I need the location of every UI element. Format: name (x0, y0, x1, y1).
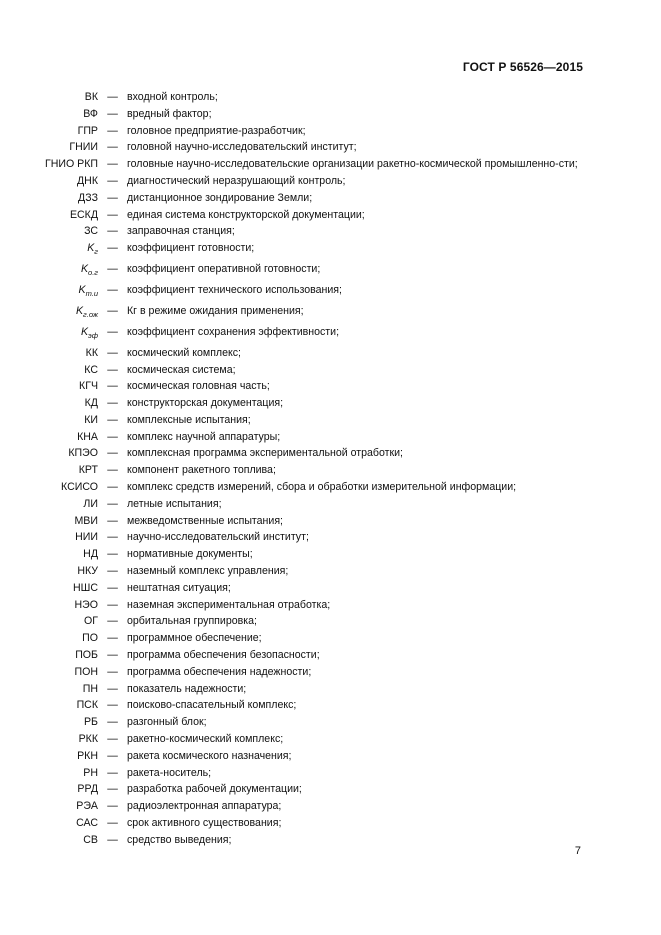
abbreviation-term: МВИ (74, 514, 98, 527)
list-item (0, 429, 661, 446)
abbreviation-term (0, 303, 98, 324)
term-subscript: г.ож (83, 310, 98, 319)
abbreviation-term: КНА (77, 430, 98, 443)
abbreviation-definition: коэффициент готовности; (127, 242, 255, 255)
em-dash: — (107, 699, 118, 712)
abbreviation-definition: головные научно-исследовательские организации ракетно-космической промышленно-сти; (127, 158, 578, 171)
list-item (0, 303, 661, 324)
abbreviation-term: КСИСО (61, 481, 98, 494)
abbreviation-definition: космическая головная часть; (127, 380, 270, 393)
abbreviation-term: ПСК (76, 699, 98, 712)
em-dash: — (107, 581, 118, 594)
abbreviation-term (0, 261, 98, 282)
em-dash: — (107, 682, 118, 695)
abbreviation-term: КПЭО (68, 447, 98, 460)
term-symbol: K (80, 325, 89, 338)
abbreviation-definition: ракета космического назначения; (127, 749, 292, 762)
list-item (0, 173, 661, 190)
abbreviation-term (0, 240, 98, 261)
em-dash: — (107, 91, 118, 103)
em-dash: — (107, 833, 118, 846)
abbreviation-definition: наземный комплекс управления; (127, 565, 289, 578)
em-dash: — (107, 191, 118, 204)
em-dash: — (107, 174, 118, 187)
abbreviation-term: НШС (72, 581, 98, 594)
list-item (0, 479, 661, 496)
list-item (0, 139, 661, 156)
list-item (0, 664, 661, 681)
em-dash: — (107, 481, 118, 494)
abbreviation-term: ВФ (83, 107, 98, 120)
em-dash: — (107, 124, 118, 137)
em-dash: — (107, 548, 118, 561)
abbreviation-definition: нештатная ситуация; (127, 581, 231, 594)
list-item (0, 513, 661, 530)
list-item (0, 529, 661, 546)
list-item (0, 282, 661, 303)
abbreviation-definition: головное предприятие-разработчик; (127, 124, 306, 137)
list-item (0, 190, 661, 207)
abbreviation-term: РКК (78, 733, 98, 746)
list-item (0, 781, 661, 798)
abbreviation-definition: ракетно-космический комплекс; (127, 733, 284, 746)
list-item (0, 832, 661, 849)
abbreviation-term: ПОН (74, 665, 98, 678)
em-dash: — (107, 380, 118, 393)
abbreviation-term: НД (83, 548, 98, 561)
abbreviation-definition: вредный фактор; (127, 107, 212, 120)
abbreviation-term: РБ (83, 716, 98, 729)
list-item (0, 798, 661, 815)
abbreviation-term: РКН (77, 749, 98, 762)
list-item (0, 681, 661, 698)
em-dash: — (107, 208, 118, 221)
em-dash: — (107, 749, 118, 762)
em-dash: — (107, 716, 118, 729)
em-dash: — (107, 263, 118, 276)
em-dash: — (107, 497, 118, 510)
em-dash: — (107, 817, 118, 830)
em-dash: — (107, 632, 118, 645)
abbreviation-definition: межведомственные испытания; (127, 514, 284, 527)
list-item (0, 324, 661, 345)
abbreviation-definition: радиоэлектронная аппаратура; (127, 800, 282, 813)
em-dash: — (107, 565, 118, 578)
em-dash: — (107, 242, 118, 255)
abbreviation-definition: наземная экспериментальная отработка; (127, 598, 331, 611)
page-number: 7 (574, 845, 581, 857)
abbreviation-definition: дистанционное зондирование Земли; (127, 191, 313, 204)
term-subscript: эф (88, 330, 98, 340)
abbreviation-term: СВ (83, 833, 98, 846)
abbreviation-term: ОГ (84, 615, 98, 628)
abbreviation-definition: программное обеспечение; (127, 632, 262, 645)
abbreviation-term: ПН (82, 682, 98, 695)
abbreviation-term: ПО (82, 632, 98, 645)
abbreviation-term: ЗС (84, 225, 98, 238)
abbreviation-definition: коэффициент оперативной готовности; (127, 263, 321, 276)
list-item (0, 378, 661, 395)
abbreviation-term: НЭО (74, 598, 98, 611)
abbreviation-term: САС (76, 817, 98, 830)
abbreviation-definition: коэффициент сохранения эффективности; (127, 325, 340, 338)
abbreviation-definition: диагностический неразрушающий контроль; (127, 174, 346, 187)
abbreviation-term: РН (83, 766, 98, 779)
abbreviation-term: ЕСКД (69, 208, 98, 221)
list-item (0, 362, 661, 379)
abbreviation-term: НИИ (75, 531, 98, 544)
abbreviation-term: РЭА (76, 800, 98, 813)
abbreviation-definition: комплексные испытания; (127, 413, 251, 426)
abbreviation-definition: космическая система; (127, 363, 236, 376)
em-dash: — (107, 447, 118, 460)
list-item (0, 345, 661, 362)
abbreviation-definition: поисково-спасательный комплекс; (127, 699, 297, 712)
abbreviation-term (0, 282, 98, 303)
em-dash: — (107, 800, 118, 813)
abbreviation-definition: комплекс научной аппаратуры; (127, 430, 281, 443)
abbreviation-definition: комплексная программа экспериментальной отработки; (127, 447, 403, 460)
term-subscript: т.и (85, 289, 98, 299)
abbreviation-term: КГЧ (79, 380, 98, 393)
list-item (0, 647, 661, 664)
abbreviation-definition: программа обеспечения надежности; (127, 665, 312, 678)
em-dash: — (107, 107, 118, 120)
abbreviation-term: КД (84, 397, 98, 410)
em-dash: — (107, 766, 118, 779)
abbreviation-term: РРД (77, 783, 98, 796)
list-item (0, 106, 661, 123)
em-dash: — (107, 397, 118, 410)
list-item (0, 731, 661, 748)
abbreviation-definition: входной контроль; (127, 91, 218, 103)
abbreviation-definition: средство выведения; (127, 833, 232, 846)
list-item (0, 563, 661, 580)
abbreviation-term: ЛИ (83, 497, 98, 510)
abbreviation-term: ВК (84, 91, 98, 103)
term-symbol: K (75, 304, 84, 317)
list-item (0, 123, 661, 140)
list-item (0, 765, 661, 782)
list-item (0, 496, 661, 513)
abbreviation-term: ГНИИ (69, 141, 98, 154)
list-item (0, 156, 661, 173)
em-dash: — (107, 531, 118, 544)
em-dash: — (107, 665, 118, 678)
term-symbol: K (80, 263, 89, 276)
em-dash: — (107, 464, 118, 477)
abbreviation-term: НКУ (77, 565, 98, 578)
abbreviation-definition: показатель надежности; (127, 682, 247, 695)
abbreviation-definition: орбитальная группировка; (127, 615, 257, 628)
abbreviation-list (0, 89, 661, 849)
em-dash: — (107, 615, 118, 628)
abbreviation-definition: комплекс средств измерений, сбора и обработки измерительной информации; (127, 481, 517, 494)
list-item (0, 462, 661, 479)
em-dash: — (107, 649, 118, 662)
list-item (0, 89, 661, 106)
abbreviation-definition: коэффициент технического использования; (127, 283, 342, 296)
abbreviation-term: ДНК (77, 174, 98, 187)
abbreviation-term: ГПР (77, 124, 98, 137)
list-item (0, 597, 661, 614)
list-item (0, 261, 661, 282)
term-symbol: K (87, 242, 95, 255)
list-item (0, 714, 661, 731)
list-item (0, 697, 661, 714)
em-dash: — (107, 158, 118, 171)
abbreviation-term: КРТ (78, 464, 98, 477)
abbreviation-term: ПОБ (75, 649, 98, 662)
abbreviation-definition: головной научно-исследовательский институт; (127, 141, 357, 154)
document-code: ГОСТ Р 56526—2015 (462, 60, 583, 74)
term-subscript: г (94, 247, 98, 257)
abbreviation-definition: нормативные документы; (127, 548, 253, 561)
list-item (0, 580, 661, 597)
abbreviation-definition: единая система конструкторской документации; (127, 208, 365, 221)
list-item (0, 613, 661, 630)
abbreviation-definition: заправочная станция; (127, 225, 235, 238)
abbreviation-definition: ракета-носитель; (127, 766, 212, 779)
abbreviation-definition: срок активного существования; (127, 817, 282, 830)
abbreviation-definition: компонент ракетного топлива; (127, 464, 276, 477)
abbreviation-definition: разработка рабочей документации; (127, 783, 302, 796)
abbreviation-term: ГНИО РКП (44, 158, 98, 171)
em-dash: — (107, 346, 118, 359)
abbreviation-term: КИ (84, 413, 98, 426)
list-item (0, 445, 661, 462)
list-item (0, 630, 661, 647)
em-dash: — (107, 733, 118, 746)
abbreviation-term: КК (85, 346, 98, 359)
em-dash: — (107, 598, 118, 611)
em-dash: — (107, 325, 118, 338)
abbreviation-definition: разгонный блок; (127, 716, 207, 729)
abbreviation-definition: космический комплекс; (127, 346, 241, 359)
abbreviation-term: КС (84, 363, 98, 376)
em-dash: — (107, 304, 118, 317)
term-subscript: о.г (88, 268, 98, 278)
list-item (0, 748, 661, 765)
abbreviation-definition: программа обеспечения безопасности; (127, 649, 320, 662)
abbreviation-definition: научно-исследовательский институт; (127, 531, 309, 544)
em-dash: — (107, 783, 118, 796)
list-item (0, 207, 661, 224)
list-item (0, 546, 661, 563)
em-dash: — (107, 283, 118, 296)
list-item (0, 815, 661, 832)
em-dash: — (107, 363, 118, 376)
em-dash: — (107, 413, 118, 426)
term-symbol: K (78, 283, 86, 296)
list-item (0, 412, 661, 429)
abbreviation-term: ДЗЗ (78, 191, 98, 204)
list-item (0, 240, 661, 261)
list-item (0, 395, 661, 412)
abbreviation-term (0, 324, 98, 345)
em-dash: — (107, 514, 118, 527)
list-item (0, 223, 661, 240)
abbreviation-definition: конструкторская документация; (127, 397, 284, 410)
abbreviation-definition: Кг в режиме ожидания применения; (127, 304, 304, 317)
em-dash: — (107, 225, 118, 238)
em-dash: — (107, 141, 118, 154)
abbreviation-definition: летные испытания; (127, 497, 222, 510)
em-dash: — (107, 430, 118, 443)
